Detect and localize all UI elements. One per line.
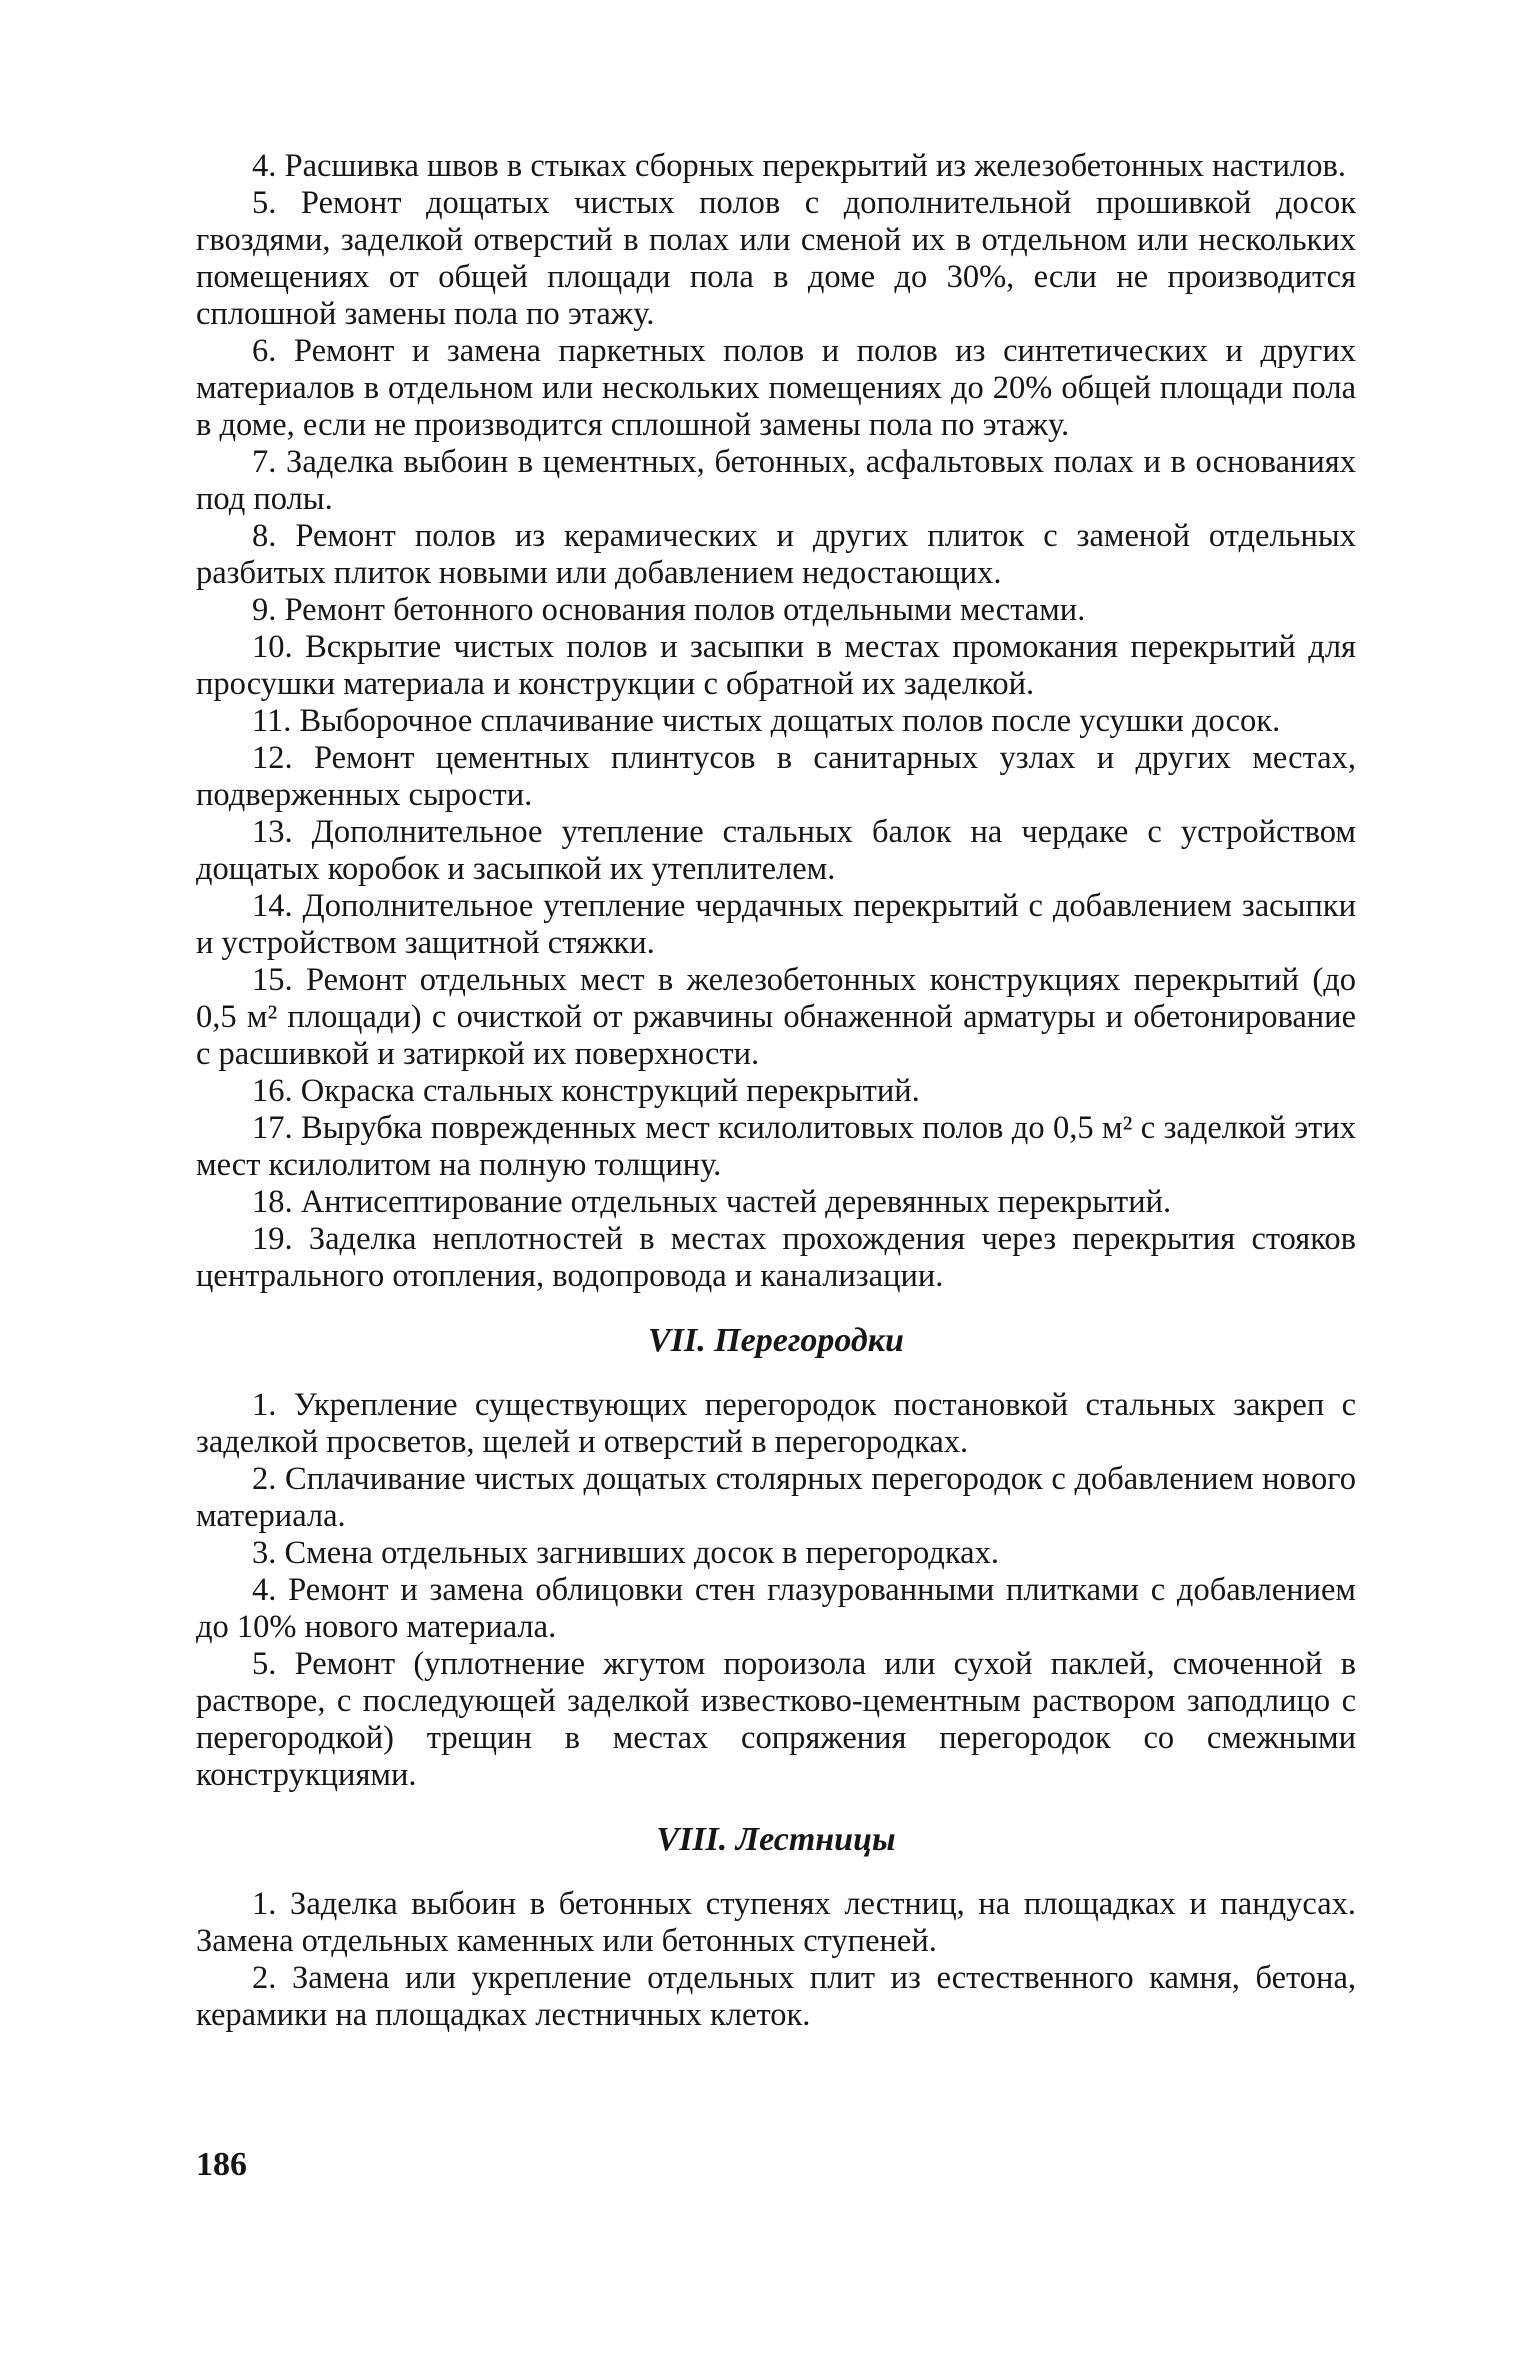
list-item: 2. Замена или укрепление отдельных плит из естественного камня, бетона, керамики на площадках лестничных клеток. <box>196 1960 1356 2033</box>
list-item: 15. Ремонт отдельных мест в железобетонных конструкциях перекрытий (до 0,5 м² площади) с очисткой от ржавчины обнаженной арматуры и обетонирование с расшивкой и затиркой их поверхности. <box>196 962 1356 1072</box>
list-item: 19. Заделка неплотностей в местах прохождения через перекрытия стояков центрального отопления, водопровода и канализации. <box>196 1221 1356 1294</box>
list-item: 2. Сплачивание чистых дощатых столярных перегородок с добавлением нового материала. <box>196 1461 1356 1534</box>
list-item: 1. Заделка выбоин в бетонных ступенях лестниц, на площадках и пандусах. Замена отдельных каменных или бетонных ступеней. <box>196 1886 1356 1959</box>
list-item: 6. Ремонт и замена паркетных полов и полов из синтетических и других материалов в отдельном или нескольких помещениях до 20% общей площади пола в доме, если не производится сплошной замены пола по этажу. <box>196 333 1356 443</box>
list-item: 1. Укрепление существующих перегородок постановкой стальных закреп с заделкой просветов, щелей и отверстий в перегородках. <box>196 1387 1356 1460</box>
list-item: 4. Расшивка швов в стыках сборных перекрытий из железобетонных настилов. <box>252 148 1346 184</box>
list-item: 12. Ремонт цементных плинтусов в санитарных узлах и других местах, подверженных сырости. <box>196 740 1356 813</box>
list-item: 14. Дополнительное утепление чердачных перекрытий с добавлением засыпки и устройством защитной стяжки. <box>196 888 1356 961</box>
section-stairs <box>196 1820 1356 2034</box>
list-item: 16. Окраска стальных конструкций перекрытий. <box>252 1073 920 1109</box>
list-item: 18. Антисептирование отдельных частей деревянных перекрытий. <box>252 1184 1172 1220</box>
document-page <box>196 148 1356 2034</box>
section-partitions <box>196 1321 1356 1794</box>
section-heading: VII. Перегородки <box>648 1322 904 1359</box>
list-item: 3. Смена отдельных загнивших досок в перегородках. <box>252 1535 999 1571</box>
list-item: 8. Ремонт полов из керамических и других плиток с заменой отдельных разбитых плиток новыми или добавлением недостающих. <box>196 518 1356 591</box>
list-item: 10. Вскрытие чистых полов и засыпки в местах промокания перекрытий для просушки материала и конструкции с обратной их заделкой. <box>196 629 1356 702</box>
section-heading: VIII. Лестницы <box>656 1821 896 1858</box>
list-item: 17. Вырубка поврежденных мест ксилолитовых полов до 0,5 м² с заделкой этих мест ксилолитом на полную толщину. <box>196 1110 1356 1183</box>
list-item: 5. Ремонт дощатых чистых полов с дополнительной прошивкой досок гвоздями, заделкой отверстий в полах или сменой их в отдельном или нескольких помещениях от общей площади пола в доме до 30%, если не производится сплошной замены пола по этажу. <box>196 185 1356 332</box>
list-item: 4. Ремонт и замена облицовки стен глазурованными плитками с добавлением до 10% нового материала. <box>196 1572 1356 1645</box>
list-item: 7. Заделка выбоин в цементных, бетонных, асфальтовых полах и в основаниях под полы. <box>196 444 1356 517</box>
list-item: 13. Дополнительное утепление стальных балок на чердаке с устройством дощатых коробок и засыпкой их утеплителем. <box>196 814 1356 887</box>
list-item: 5. Ремонт (уплотнение жгутом пороизола или сухой паклей, смоченной в растворе, с последующей заделкой известково-цементным раствором заподлицо с перегородкой) трещин в местах сопряжения перегородок со смежными конструкциями. <box>196 1646 1356 1793</box>
list-item: 11. Выборочное сплачивание чистых дощатых полов после усушки досок. <box>252 703 1281 739</box>
section-floors <box>196 148 1356 1295</box>
page-number: 186 <box>196 2146 247 2183</box>
list-item: 9. Ремонт бетонного основания полов отдельными местами. <box>252 592 1086 628</box>
